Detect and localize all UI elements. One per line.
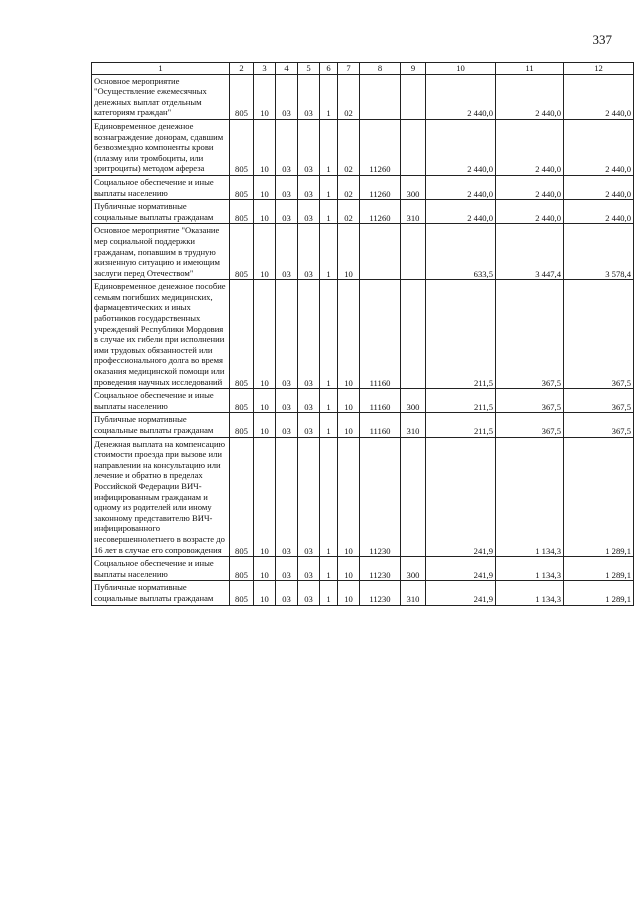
cell-c5: 03 [298, 280, 320, 389]
table-row [92, 557, 634, 581]
row-description: Социальное обеспечение и иные выплаты населению [92, 557, 230, 581]
cell-c9 [401, 74, 426, 119]
cell-c6: 1 [320, 581, 338, 605]
row-description: Денежная выплата на компенсацию стоимости проезда при вызове или направлении на консультацию или лечение и обратно в пределах Российской Федерации ВИЧ-инфицированным гражданам и одному из родителей или иному законному представителю ВИЧ-инфицированного несовершеннолетнего в возрасте до 16 лет в случае его сопровождения [92, 437, 230, 557]
cell-c5: 03 [298, 119, 320, 175]
cell-c3: 10 [254, 280, 276, 389]
table-row [92, 280, 634, 389]
row-description: Единовременное денежное вознаграждение донорам, сдавшим безвозмездно компоненты крови (плазму или тромбоциты, или эритроциты) методом афереза [92, 119, 230, 175]
cell-c9: 310 [401, 581, 426, 605]
cell-c8: 11260 [360, 175, 401, 199]
cell-c9 [401, 280, 426, 389]
cell-c9 [401, 437, 426, 557]
cell-c11: 1 134,3 [496, 581, 564, 605]
cell-c10: 241,9 [426, 581, 496, 605]
cell-c10: 2 440,0 [426, 119, 496, 175]
cell-c6: 1 [320, 119, 338, 175]
table-row [92, 581, 634, 605]
cell-c8: 11160 [360, 280, 401, 389]
cell-c7: 10 [338, 389, 360, 413]
cell-c7: 10 [338, 557, 360, 581]
cell-c11: 1 134,3 [496, 557, 564, 581]
cell-c3: 10 [254, 413, 276, 437]
cell-c2: 805 [230, 280, 254, 389]
row-description: Основное мероприятие "Осуществление ежемесячных денежных выплат отдельным категориям граждан" [92, 74, 230, 119]
cell-c7: 02 [338, 119, 360, 175]
column-header: 8 [360, 63, 401, 75]
cell-c4: 03 [276, 389, 298, 413]
cell-c4: 03 [276, 437, 298, 557]
cell-c3: 10 [254, 557, 276, 581]
cell-c10: 241,9 [426, 437, 496, 557]
cell-c7: 10 [338, 280, 360, 389]
cell-c10: 633,5 [426, 224, 496, 280]
cell-c12: 367,5 [564, 389, 634, 413]
column-header: 4 [276, 63, 298, 75]
column-header: 6 [320, 63, 338, 75]
page-number: 337 [592, 32, 612, 47]
cell-c8 [360, 224, 401, 280]
cell-c12: 3 578,4 [564, 224, 634, 280]
cell-c4: 03 [276, 119, 298, 175]
cell-c12: 1 289,1 [564, 437, 634, 557]
cell-c11: 367,5 [496, 413, 564, 437]
cell-c11: 2 440,0 [496, 74, 564, 119]
row-description: Социальное обеспечение и иные выплаты населению [92, 175, 230, 199]
cell-c3: 10 [254, 175, 276, 199]
cell-c11: 2 440,0 [496, 200, 564, 224]
cell-c4: 03 [276, 175, 298, 199]
column-header: 10 [426, 63, 496, 75]
cell-c5: 03 [298, 581, 320, 605]
column-header: 11 [496, 63, 564, 75]
cell-c12: 1 289,1 [564, 581, 634, 605]
row-description: Основное мероприятие "Оказание мер социальной поддержки гражданам, попавшим в трудную жизненную ситуацию и имеющим заслуги перед Отечеством" [92, 224, 230, 280]
cell-c6: 1 [320, 413, 338, 437]
column-header: 3 [254, 63, 276, 75]
cell-c3: 10 [254, 437, 276, 557]
cell-c6: 1 [320, 437, 338, 557]
cell-c9: 300 [401, 389, 426, 413]
cell-c10: 2 440,0 [426, 175, 496, 199]
cell-c3: 10 [254, 74, 276, 119]
cell-c10: 2 440,0 [426, 74, 496, 119]
cell-c8: 11160 [360, 389, 401, 413]
cell-c12: 367,5 [564, 280, 634, 389]
row-description: Публичные нормативные социальные выплаты гражданам [92, 200, 230, 224]
cell-c7: 02 [338, 200, 360, 224]
table-row [92, 413, 634, 437]
row-description: Публичные нормативные социальные выплаты гражданам [92, 413, 230, 437]
column-header: 12 [564, 63, 634, 75]
column-header: 7 [338, 63, 360, 75]
cell-c4: 03 [276, 557, 298, 581]
cell-c2: 805 [230, 557, 254, 581]
table-row [92, 224, 634, 280]
column-header: 1 [92, 63, 230, 75]
cell-c10: 2 440,0 [426, 200, 496, 224]
cell-c5: 03 [298, 413, 320, 437]
table-row [92, 389, 634, 413]
cell-c4: 03 [276, 224, 298, 280]
cell-c8: 11160 [360, 413, 401, 437]
cell-c8 [360, 74, 401, 119]
cell-c7: 10 [338, 437, 360, 557]
table-body [92, 74, 634, 605]
row-description: Публичные нормативные социальные выплаты гражданам [92, 581, 230, 605]
cell-c11: 3 447,4 [496, 224, 564, 280]
cell-c3: 10 [254, 389, 276, 413]
row-description: Социальное обеспечение и иные выплаты населению [92, 389, 230, 413]
cell-c5: 03 [298, 74, 320, 119]
cell-c8: 11230 [360, 581, 401, 605]
cell-c3: 10 [254, 224, 276, 280]
cell-c5: 03 [298, 437, 320, 557]
cell-c5: 03 [298, 224, 320, 280]
cell-c2: 805 [230, 119, 254, 175]
cell-c10: 211,5 [426, 389, 496, 413]
cell-c11: 367,5 [496, 389, 564, 413]
cell-c4: 03 [276, 280, 298, 389]
cell-c3: 10 [254, 119, 276, 175]
cell-c4: 03 [276, 200, 298, 224]
cell-c12: 1 289,1 [564, 557, 634, 581]
cell-c7: 10 [338, 413, 360, 437]
cell-c9 [401, 224, 426, 280]
cell-c6: 1 [320, 389, 338, 413]
cell-c2: 805 [230, 224, 254, 280]
cell-c2: 805 [230, 437, 254, 557]
cell-c6: 1 [320, 280, 338, 389]
cell-c9: 300 [401, 557, 426, 581]
cell-c4: 03 [276, 413, 298, 437]
cell-c9 [401, 119, 426, 175]
cell-c11: 367,5 [496, 280, 564, 389]
cell-c9: 300 [401, 175, 426, 199]
cell-c3: 10 [254, 581, 276, 605]
cell-c11: 2 440,0 [496, 175, 564, 199]
cell-c8: 11260 [360, 200, 401, 224]
cell-c5: 03 [298, 200, 320, 224]
cell-c3: 10 [254, 200, 276, 224]
budget-table [91, 62, 634, 606]
cell-c5: 03 [298, 389, 320, 413]
cell-c2: 805 [230, 74, 254, 119]
cell-c12: 2 440,0 [564, 119, 634, 175]
cell-c4: 03 [276, 74, 298, 119]
cell-c7: 02 [338, 74, 360, 119]
cell-c10: 211,5 [426, 280, 496, 389]
table-row [92, 74, 634, 119]
cell-c6: 1 [320, 175, 338, 199]
column-header: 9 [401, 63, 426, 75]
cell-c6: 1 [320, 224, 338, 280]
cell-c4: 03 [276, 581, 298, 605]
header-row [92, 63, 634, 75]
cell-c7: 10 [338, 224, 360, 280]
cell-c12: 2 440,0 [564, 175, 634, 199]
cell-c11: 2 440,0 [496, 119, 564, 175]
cell-c7: 02 [338, 175, 360, 199]
cell-c10: 211,5 [426, 413, 496, 437]
row-description: Единовременное денежное пособие семьям погибших медицинских, фармацевтических и иных работников государственных учреждений Республики Мордовия в случае их гибели при исполнении ими трудовых обязанностей или профессионального долга во время оказания медицинской помощи или проведения научных исследований [92, 280, 230, 389]
table-row [92, 200, 634, 224]
cell-c12: 2 440,0 [564, 200, 634, 224]
cell-c2: 805 [230, 413, 254, 437]
cell-c8: 11230 [360, 437, 401, 557]
cell-c8: 11230 [360, 557, 401, 581]
column-header: 2 [230, 63, 254, 75]
cell-c2: 805 [230, 175, 254, 199]
table-row [92, 175, 634, 199]
cell-c6: 1 [320, 200, 338, 224]
cell-c6: 1 [320, 74, 338, 119]
cell-c12: 2 440,0 [564, 74, 634, 119]
cell-c8: 11260 [360, 119, 401, 175]
cell-c5: 03 [298, 175, 320, 199]
cell-c6: 1 [320, 557, 338, 581]
cell-c12: 367,5 [564, 413, 634, 437]
cell-c9: 310 [401, 413, 426, 437]
table-row [92, 119, 634, 175]
cell-c10: 241,9 [426, 557, 496, 581]
cell-c9: 310 [401, 200, 426, 224]
cell-c7: 10 [338, 581, 360, 605]
cell-c2: 805 [230, 581, 254, 605]
table-row [92, 437, 634, 557]
column-header: 5 [298, 63, 320, 75]
cell-c11: 1 134,3 [496, 437, 564, 557]
cell-c2: 805 [230, 200, 254, 224]
cell-c2: 805 [230, 389, 254, 413]
cell-c5: 03 [298, 557, 320, 581]
